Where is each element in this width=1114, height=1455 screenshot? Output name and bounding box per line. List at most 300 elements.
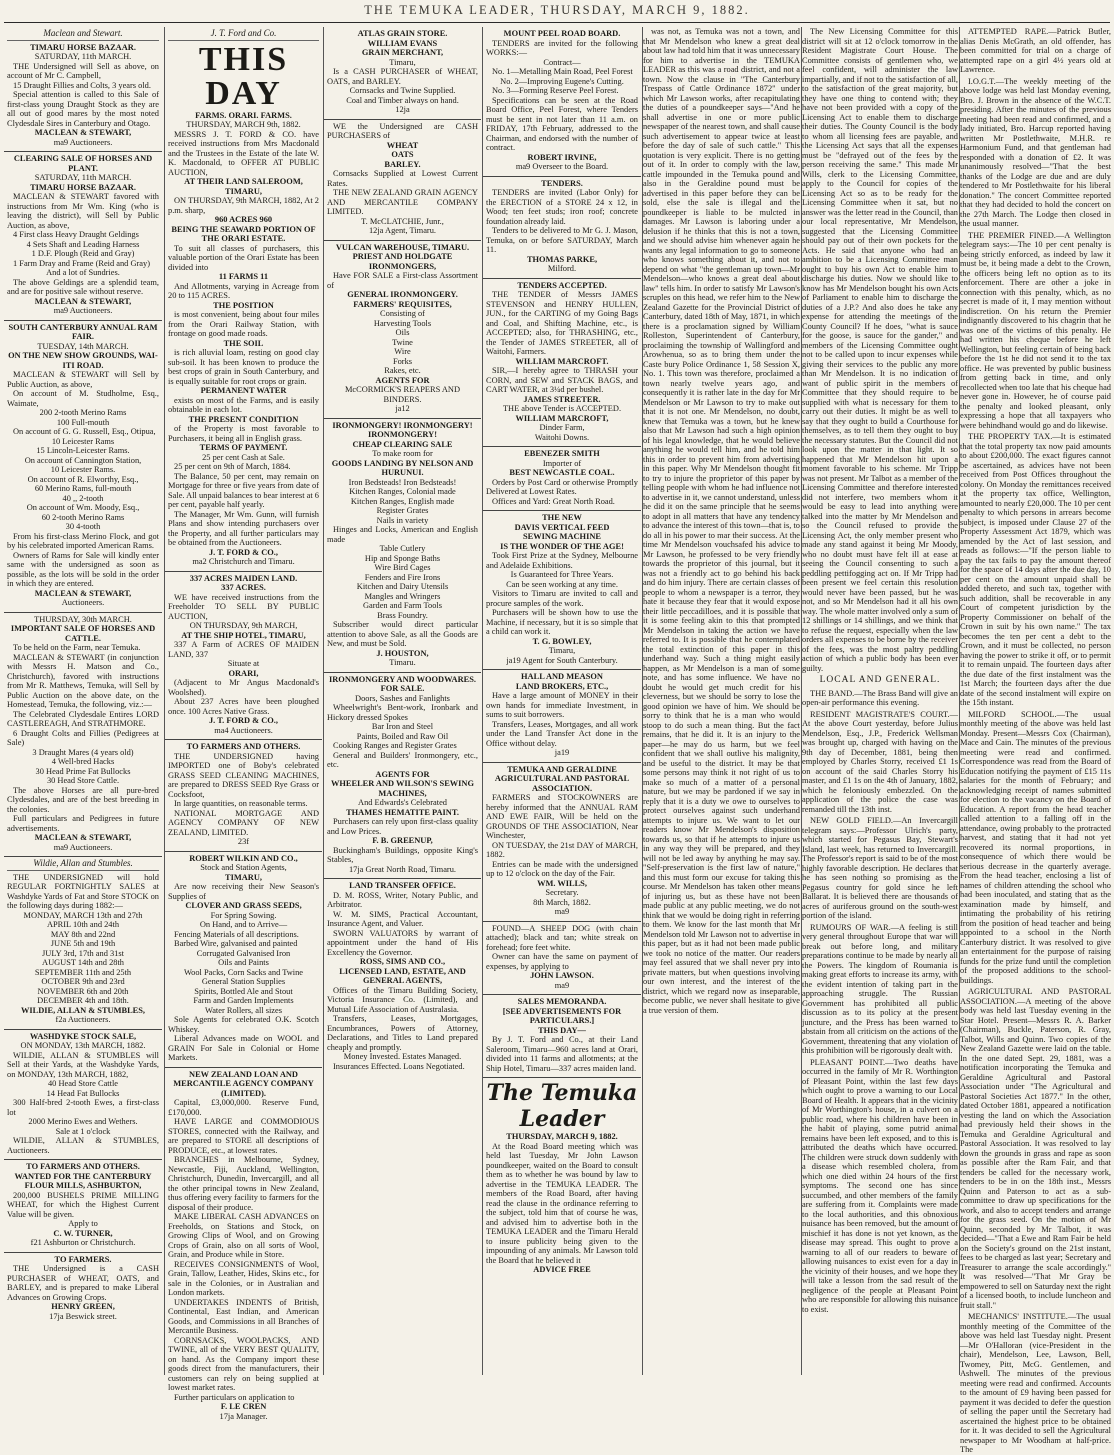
ad-line: Insurances Effected. Loans Negotiated. [333, 1061, 465, 1071]
ad-line: THAMES HEMATITE PAINT. [346, 807, 459, 817]
ad-line: Specifications can be seen at the Road Board Office, Peel Forest, where Tenders must be sent in not later than 11 a.m. on FRIDAY, 17th February, addressed to the Chairman, and endorsed with the number of contract. [486, 95, 638, 152]
ad-line: By J. T. Ford and Co., at their Land Saleroom, Timaru—960 acres land at Orari, divided into 11 farms and allotments; at the Ship Hotel, Timaru—337 acres maiden land. [486, 1035, 638, 1073]
ad-line: IRONMONGERY AND WOODWARES. [329, 674, 476, 684]
ad-line: SEWING MACHINE [523, 532, 601, 541]
ad-line: TENDERS. [541, 178, 583, 188]
advertisement [4, 613, 162, 858]
ad-line: TENDERS are invited (Labor Only) for the ERECTION of a STORE 24 x 12, in Wood; ten feet studs; iron roof; concrete foundation already laid. [486, 188, 638, 226]
ad-line: 17ja Great North Road, Timaru. [348, 864, 456, 874]
ad-line: THE TENDER of Messrs JAMES STEVENSON and HENRY HULLEN, JUN., for the CARTING of my Going Bags and Coal, and Shifting Machine, etc., is ACCEPTED; also, for THRASHING, etc., the Tender of JAMES STREETER, all of Waitohi, Farmers. [486, 290, 638, 356]
advertisement [483, 177, 641, 279]
ad-line: MACLEAN & STEWART (in conjunction with Messrs H. Matson and Co., Christchurch), favored with instructions from Mr R. Matthews, Temuka, will Sell by Public Auction on the above date, on the Homestead, Temuka, the following, viz.:— [7, 652, 159, 709]
ad-line: TO FARMERS AND OTHERS. [186, 742, 301, 751]
ad-line: 337 ACRES MAIDEN LAND. [189, 573, 298, 583]
ad-line: GOODS LANDING BY NELSON AND HURUNUI. [331, 458, 474, 477]
ad-line: THOMAS PARKE, [526, 254, 598, 264]
ad-line: JAMES STREETER. [523, 394, 601, 404]
ad-line: THURSDAY, MARCH 9th, 1882. [186, 120, 301, 129]
ad-line: RECEIVES CONSIGNMENTS of Wool, Grain, Tallow, Leather, Hides, Skins etc., for sale in the Colonies, or in Australian and London markets. [168, 1259, 319, 1297]
ad-line: BARLEY. [384, 159, 421, 169]
advertisement [483, 1078, 641, 1279]
ad-line: TIMARU HORSE BAZAAR. [30, 42, 136, 52]
ad-line: ja19 [554, 748, 570, 757]
ad-line: ROBERT WILKIN AND CO., [189, 853, 298, 863]
ad-line: No. 2—Improving Eugene's Cutting. [500, 76, 624, 86]
ad-line: IMPORTANT SALE OF HORSES AND CATTLE. [10, 624, 156, 643]
ad-line: WE the Undersigned are CASH PURCHASERS of [327, 121, 478, 140]
ad-line: ma9 [554, 907, 570, 916]
ad-line: 11 FARMS 11 [218, 272, 269, 281]
ad-line: 8th March, 1882. [533, 897, 591, 907]
ad-line: FOR SALE. [380, 684, 425, 693]
ad-line: BEST NEWCASTLE COAL. [509, 468, 615, 477]
ad-line: 200 2-tooth Merino Rams [39, 408, 127, 417]
ad-line: 100 Full-mouth [56, 417, 110, 427]
ad-line: Garden and Farm Tools [362, 601, 443, 610]
ad-line: McCORMICK'S REAPERS AND BINDERS. [344, 385, 461, 404]
ad-line: SEPTEMBER 11th and 25th [34, 967, 132, 977]
advertisement [483, 763, 641, 922]
ad-line: On account of Wm. Moody, Esq., [26, 503, 140, 512]
ad-line: Full particulars and Pedigrees in future advertisements. [7, 814, 159, 833]
ad-line: T. G. BOWLEY, [532, 636, 592, 646]
ad-line: THE PRESENT CONDITION [188, 414, 299, 424]
news-item: AGRICULTURAL AND PASTORAL ASSOCIATION.—A meeting of the above body was held last Tuesday evening in the Star Hotel. Present—Messrs R. A. Barker (Chairman), Buckle, Paterson, R. Gray, Talbot, Wills and Quinn. Two copies of the New Zealand Gazette were laid on the table. In the one dated Sept. 29, 1881, was a notification incorporating the Temuka and Geraldine Agricultural and Pastoral Association under "The Agricultural and Pastoral Societies Act 1877." In the other, dated October 1881, appeared a notification vesting the land on which the Association had previously held their shows in the Temuka and Geraldine Agricultural and Pastoral Association. It was resolved to lay down the grounds in grass and rape as soon as possible after the Ram Fair, and that tenders be called for the necessary work, tenders to be in on the 18th inst., Messrs Quinn and Paterson to act as a sub-committee to draw up specifications for the work, and also to accept tenders and arrange for the grass seed. On the motion of Mr Quinn, seconded by Mr Talbot, it was decided—"That a Ewe and Ram Fair be held on the Society's ground on the 21st instant, fees to be charged as last year; Secretary and Treasurer to arrange the scale accordingly." It was resolved—"That Mr Gray be empowered to sell on Saturday next the right of a licensed booth, to include luncheon and fruit stall." [960, 987, 1111, 1310]
ad-line: Orders by Post Card or otherwise Promptly Delivered at Lowest Rates. [486, 477, 638, 496]
ad-line: Wire Bird Cages [374, 563, 431, 572]
advertisement [4, 857, 162, 1030]
ad-line: The Celebrated Clydesdale Entires LORD CASTLEREAGH, And STRATHMORE. [7, 709, 159, 728]
news-item: MILFORD SCHOOL.—The usual monthly meeting of the above was held last Monday. Present—Messrs Cox (Chairman), Mace and Cain. The minutes of the previous meeting were read and confirmed. Correspondence was read from the Board of Education notifying the payment of £15 11s salaries for the month of February; and acknowledging receipt of names submitted for election to the vacancy on the Board of Education. A report from the head teacher called attention to a falling off in the attendance, owing probably to the protracted harvest, and stating that it had not yet recovered its normal proportions, in consequence of which there would be serious decrease in the quarterly average. From the head teacher, enclosing a list of names of children attending the school who had been inoculated, and stating that as the examination made by himself, and intimating the probability of his retiring from the position of head teacher and being appointed to a school in the North Canterbury district. It was resolved to give an entertainment for the purpose of raising funds for the prize fund until the completion of the proposed additions to the school-buildings. [960, 709, 1111, 985]
ad-line: 12ja [395, 105, 410, 114]
ad-line: Visitors to Timaru are invited to call and procure samples of the work. [486, 589, 638, 608]
advertisement [483, 447, 641, 511]
advertisement [324, 879, 481, 1075]
news-item: RESIDENT MAGISTRATE'S COURT.—At the above Court yesterday, before Julius Mendelson, Esq., J.P., Frederick Wellsman was brought up, charged with having on the 9th day of December, 1881, being then employed by Charles Storry, received £1 1s on account of the said Charles Storry his master, and £1 1s on the 4th of January, 1882, which he feloniously embezzled. On the application of the police the case was remanded till the 13th inst. [802, 709, 958, 814]
ad-line: Cooking Ranges and Register Grates [333, 741, 457, 750]
ad-line: To be held on the Farm, near Temuka. [13, 643, 141, 652]
ad-line: ORARI, [228, 668, 259, 678]
ad-line: SOUTH CANTERBURY ANNUAL RAM FAIR. [8, 322, 158, 341]
ad-line: Situate at [227, 659, 260, 668]
ad-line: WHEAT [386, 140, 419, 150]
ad-line: 25 per cent Cash at Sale. [202, 452, 285, 462]
ad-line: NEW ZEALAND LOAN AND MERCANTILE AGENCY COMPANY (LIMITED). [173, 1069, 314, 1098]
ad-line: Coal and Timber always on hand. [346, 95, 459, 105]
ad-line: WILDIE, ALLAN & STUMBLES, Auctioneers. [7, 1136, 159, 1155]
ad-line: Special attention is called to this Sale of first-class young Draught Stock as they are all out of good mares by the most noted Clydesdale Sires in Canterbury and Otago. [7, 90, 159, 128]
ad-line: And Edwards's Celebrated [358, 798, 447, 807]
ad-line: Stock and Station Agents, [200, 863, 287, 872]
ad-line: Took First Prize at the Sydney, Melbourne and Adelaide Exhibitions. [486, 551, 638, 570]
ad-line: ja19 Agent for South Canterbury. [506, 655, 618, 665]
ad-line: JUNE 5th and 19th [50, 939, 116, 948]
ad-line: PERMANENT WATER [200, 386, 287, 395]
advertisement [324, 27, 481, 120]
ad-line: ON THURSDAY, 9th MARCH, [189, 621, 298, 630]
ad-line: IRONMONGERS, [368, 261, 437, 271]
ad-line: ma9 Auctioneers. [53, 842, 113, 852]
ad-line: BEING THE SEAWARD PORTION OF THE ORARI ESTATE. [171, 224, 316, 243]
ad-line: MESSRS J. T. FORD & CO. have received instructions from Mrs Macdonald and the Trustees in the Estate of the late W. K. Macdonald, to OFFER AT PUBLIC AUCTION, [168, 129, 319, 177]
ad-line: MACLEAN & STEWART, [34, 588, 132, 598]
ad-line: DECEMBER 4th and 18th. [37, 996, 129, 1005]
ad-line: ma9 [554, 980, 570, 990]
ad-line: Hip and Sponge Baths [364, 553, 441, 563]
ad-line: APRIL 10th and 24th [46, 920, 120, 929]
ad-line: THE UNDERSIGNED will hold REGULAR FORTNIGHTLY SALES at Washdyke Yards of Fat and Store STOCK on the following days during 1882:— [7, 872, 159, 910]
ad-line: Farm and Garden Implements [193, 996, 294, 1005]
ad-line: THURSDAY, MARCH 9, 1882. [506, 1132, 618, 1141]
advertisement [324, 241, 481, 419]
ad-line: Harvesting Tools [373, 318, 432, 328]
ad-line: No. 1—Metalling Main Road, Peel Forest [492, 67, 633, 76]
advertisement [483, 511, 641, 670]
ad-line: Mangles and Wringers [364, 591, 441, 601]
ad-line: Oils and Paints [218, 958, 269, 967]
ad-line: WILLIAM MARCROFT. [515, 356, 609, 366]
ad-line: SATURDAY, 11th MARCH. [34, 173, 132, 182]
ad-line: Transfers, Leases, Mortgages, Encumbrances, Powers of Attorney, Declarations, and Titles to Land prepared cheaply and promptly. [327, 1014, 478, 1052]
ad-line: 14 Head Fat Bullocks [46, 1088, 120, 1098]
ad-line: WANTED FOR THE CANTERBURY FLOUR MILLS, ASHBURTON, [14, 1171, 152, 1190]
advertisement [483, 995, 641, 1078]
advertisement [4, 1030, 162, 1161]
ad-line: Apply to [68, 1219, 98, 1228]
ad-line: 3 Draught Mares (4 years old) [32, 747, 134, 757]
news-item: NEW GOLD FIELD.—An Invercargill telegram says:—Professor Ulrich's party, which started for Pegasus Bay, Stewart's Island, last week, has returned to Invercargill. The Professor's report is said to be of the most highly favorable description. He declares that he has seen nothing so promising as the Pegasus country for gold since he left Ballarat. It is believed there are thousands of acres of auriferous ground on the south-west portion of the island. [802, 816, 958, 920]
ad-line: FARMERS and STOCKOWNERS are hereby informed that the ANNUAL RAM AND EWE FAIR, Will be held on the GROUNDS OF THE ASSOCIATION, Near Winchester, [486, 793, 638, 840]
ad-line: THE UNDERSIGNED having IMPORTED one of Boby's celebrated GRASS SEED CLEANING MACHINES, are prepared to DRESS SEED Rye Grass or Cocksfoot, [168, 751, 319, 799]
ad-line: The above Geldings are a splendid team, and are for positive sale without reserve. [7, 277, 159, 296]
ad-line: MAY 8th and 22nd [50, 929, 116, 939]
ad-line: 4 Sets Shaft and Leading Harness [26, 239, 140, 249]
ad-line: BRANCHES in Melbourne, Sydney, Newcastle, Fiji, Auckland, Wellington, Christchurch, Dunedin, Invercargill, and all the other principal towns in New Zealand, thus offering every facility to farmers for the disposal of their produce. [168, 1155, 319, 1212]
ad-line: THURSDAY, 30th MARCH. [34, 614, 132, 624]
ad-line: Iron Bedsteads! Iron Bedsteads! [348, 477, 457, 487]
ad-line: Water Rollers, all sizes [204, 1005, 282, 1015]
ad-line: ON THURSDAY, 9th MARCH, 1882, At 2 p.m. sharp, [168, 196, 319, 215]
ad-line: Importer of [542, 458, 582, 468]
ad-line: ROSS, SIMS AND CO., [359, 957, 446, 966]
advertisement [4, 152, 162, 321]
news-item: THE PREMIER FINED.—A Wellington telegram says:—The 10 per cent penalty is being strictly enforced, as indeed by law it must be, it being made a debt to the Crown, the officers being left no option as to its enforcement. There are other a joke in connection with this penalty, which, as no secret is made of it, I may mention without indiscretion. On his return the Premier indignantly discovered to his chagrin that he was one of the victims of this penalty. He had written his cheque before he left Wellington, but feeling certain of being back before the 1st he did not send it to the tax office. He was prevented by public business from getting back in time, and only recollected when too late that his cheque had never gone in. However, he of course paid the penalty and looked pleasant, only expressing a hope that all taxpayers who were behindhand would go and do likewise. [960, 230, 1111, 430]
advertisement [165, 572, 322, 741]
ad-line: Is Guaranteed for Three Years. [510, 570, 614, 579]
ad-line: ON MONDAY, 13th MARCH, 1882. [20, 1041, 146, 1050]
ad-line: 60 Merino Rams, full-mouth [34, 484, 132, 493]
column-3 [323, 27, 481, 1375]
ad-line: Paints, Boiled and Raw Oil [356, 731, 449, 741]
ad-line: On account of R. Elworthy, Esq., [27, 474, 139, 484]
ad-line: Rakes, etc. [384, 366, 421, 375]
ad-line: ma9 Auctioneers. [53, 137, 113, 147]
news-item: RUMOURS OF WAR.—A feeling is still very general throughout Europe that war will break out before long, and military preparations continue to be made by nearly all the Powers. The kingdom of Roumania is making great efforts to increase its army, with the evident intention of taking part in the approaching struggle. The Russian Government has prohibited all public discussion as to its policy at the present juncture, and the Press has been warned to abstain from all criticism on the actions of the Government, threatening that any violation of this prohibition will be rigorously dealt with. [802, 922, 958, 1055]
advertisement [483, 279, 641, 448]
ad-line: On Hand, and to Arrive— [199, 920, 288, 929]
ad-line: TUESDAY, 14th MARCH. [37, 341, 129, 351]
ad-line: And a lot of Sundries. [46, 268, 120, 277]
ad-line: Buckingham's Buildings, opposite King's Stables, [327, 845, 478, 864]
ad-line: SALES MEMORANDA. [517, 997, 607, 1006]
ad-line: 6 Draught Colts and Fillies (Pedigrees at Sale) [7, 728, 159, 747]
ad-line: Wool Packs, Corn Sacks and Twine [183, 967, 304, 977]
ad-line: Table Cutlery [379, 544, 426, 553]
ad-line: WHEELER AND WILSON'S SEWING MACHINES, [331, 779, 474, 798]
ad-line: 60 2-tooth Merino Rams [41, 512, 125, 522]
ad-line: J. T. FORD & CO., [208, 716, 278, 725]
ad-line: 30 Head Store Cattle. [46, 776, 120, 785]
ad-line: ATLAS GRAIN STORE. [357, 29, 448, 38]
column-1 [4, 27, 162, 1375]
ad-line: THIS DAY [198, 40, 289, 112]
ad-line: SATURDAY, 11th MARCH. [34, 52, 132, 61]
ad-line: Have FOR SALE a First-class Assortment of [327, 271, 478, 290]
section-heading: LOCAL AND GENERAL. [819, 675, 941, 685]
ad-line: 337 ACRES. [221, 583, 266, 592]
ad-line: CLEARING SALE OF HORSES AND PLANT. [13, 154, 153, 173]
ad-line: 17ja Beswick street. [49, 1311, 117, 1321]
ad-line: HALL AND MEASON [521, 672, 603, 681]
ad-line: Offices of the Timaru Building Society, Victoria Insurance Co. (Limited), and Mutual Life Association of Australasia. [327, 985, 478, 1014]
ad-line: ma4 Auctioneers. [214, 725, 273, 735]
ad-line: TIMARU, [225, 872, 262, 882]
ad-line: MAKE LIBERAL CASH ADVANCES on Freeholds, on Stations and Stock, on Growing Clips of Wool, and on Growing Crops of Grain, also on all sorts of Wool, Grain, and Produce while in Store. [168, 1212, 319, 1259]
ad-line: TO FARMERS AND OTHERS. [26, 1162, 140, 1171]
ad-line: THE above Tender is ACCEPTED. [502, 404, 622, 413]
ad-line: 40 Head Store Cattle [47, 1079, 118, 1088]
ad-line: 40 ,, 2-tooth [62, 493, 104, 503]
ad-line: In large quantities, on reasonable terms. [174, 799, 308, 808]
ad-line: 1 D.F. Plough (Reid and Gray) [31, 249, 135, 258]
ad-line: 15 Lincoln-Leicester Rams. [36, 446, 130, 455]
column-5 [642, 27, 800, 1375]
ad-line: 10 Leicester Rams. [50, 465, 116, 474]
ad-line: TO FARMERS. [54, 1254, 112, 1264]
news-item: THE BAND.—The Brass Band will give an open-air performance this evening. [802, 688, 958, 707]
ad-line: DAVIS VERTICAL FEED [514, 522, 610, 532]
ad-line: 300 Half-bred 2-tooth Ewes, a first-class lot [7, 1098, 159, 1117]
ad-line: Purchasers will be shown how to use the Machine, if necessary, but it is so simple that a child can work it. [486, 608, 638, 636]
advertisement [4, 321, 162, 613]
ad-line: WASHDYKE STOCK SALE, [29, 1031, 137, 1041]
ad-line: PRIEST AND HOLDGATE [352, 252, 453, 261]
ad-line: THE SOIL [223, 338, 264, 348]
ad-line: SWORN VALUATORS by warrant of appointment under the hand of His Excellency the Governor. [327, 928, 478, 957]
ad-line: Is a CASH PURCHASER of WHEAT, OATS, and BARLEY. [327, 67, 478, 86]
ad-line: IRONMONGERY! IRONMONGERY! IRONMONGERY! [332, 420, 473, 439]
ad-line: VULCAN WAREHOUSE, TIMARU. [335, 242, 470, 252]
ad-line: TERMS OF PAYMENT. [199, 443, 288, 452]
ad-line: No. 3—Forming Reserve Peel Forest. [492, 86, 619, 95]
advertisement [324, 673, 481, 880]
news-item: ATTEMPTED RAPE.—Patrick Butler, alias Denis McGrath, an old offender, has been committed for trial on a charge of attempted rape on a girl 4½ years old at Lawrence. [960, 27, 1111, 74]
ad-line: F. LE CREN [220, 1402, 267, 1411]
ad-line: 23f [237, 837, 250, 846]
ad-line: Tenders to be delivered to Mr G. J. Mason, Temuka, on or before SATURDAY, March 11. [486, 226, 638, 254]
ad-line: From his first-class Merino Flock, and got by his celebrated imported American Rams. [7, 531, 159, 550]
ad-line: CLOVER AND GRASS SEEDS, [185, 901, 302, 910]
ad-line: 15 Draught Fillies and Colts, 3 years old. [13, 80, 151, 90]
ad-line: Kitchen Ranges, English made [350, 496, 455, 506]
ad-line: Purchasers can rely upon first-class quality and Low Prices. [327, 817, 478, 836]
ad-line: Auctioneers. [61, 598, 105, 607]
ad-line: Doors, Sashes and Fanlights [355, 693, 450, 703]
advertiser-header: J. T. Ford and Co. [168, 29, 319, 41]
ad-line: Barbed Wire, galvanised and painted [174, 939, 298, 948]
ad-line: ADVICE FREE [533, 1265, 591, 1274]
ad-line: J. HOUSTON, [376, 648, 429, 658]
column-6 [801, 27, 958, 1375]
ad-line: MOUNT PEEL ROAD BOARD. [503, 29, 621, 38]
ad-line: 4 Well-bred Hacks [51, 757, 115, 766]
ad-line: exists on most of the Farms, and is easily obtainable in each lot. [168, 395, 319, 414]
ad-line: NATIONAL MORTGAGE AND AGENCY COMPANY OF NEW ZEALAND, LIMITED. [168, 808, 319, 837]
ad-line: Fenders and Fire Irons [364, 572, 441, 582]
ad-line: UNDERTAKES INDENTS of British, Continental, East Indian, and American Goods, and Commissions in all Branches of Mercantile Business. [168, 1297, 319, 1335]
ad-line: THE Undersigned is a CASH PURCHASER of WHEAT, OATS, and BARLEY, and is prepared to make Liberal Advances on Growing Crops. [7, 1264, 159, 1302]
ad-line: W. M. SIMS, Practical Accountant, Insurance Agent, and Valuer. [327, 909, 478, 928]
ad-line: ROBERT IRVINE, [527, 152, 597, 162]
ad-line: THE Undersigned will Sell as above, on account of Mr C. Campbell, [7, 61, 159, 80]
ad-line: Consisting of [380, 309, 425, 318]
ad-line: MONDAY, MARCH 13th and 27th [23, 910, 143, 920]
ad-line: To suit all classes of purchasers, this valuable portion of the Orari Estate has been divided into [168, 243, 319, 272]
news-item: I.O.G.T.—The weekly meeting of the above lodge was held last Monday evening, Bro. J. Brown in the absence of the W.C.T. presiding. After the minutes of the previous meeting had been read and confirmed, and a lady initiated, Bro. Harcup reported having written Mr Postlethwaite, M.H.R. re Harmonium Fund, and that gentleman had responded with a donation of £2. It was unanimously resolved—"That the best thanks of the Lodge are due and are duly tendered to Mr Postlethwaite for his liberal donation." The concert Committee reported that they had decided to hold the concert on the 27th March. The Lodge then closed in the usual manner. [960, 76, 1111, 228]
ad-line: [SEE ADVERTISEMENTS FOR PARTICULARS.] [502, 1006, 622, 1025]
ad-line: Forks [392, 356, 413, 366]
ad-line: About 237 Acres have been ploughed once. 100 Acres Native Grass. [168, 697, 319, 716]
ad-line: Waitohi Downs. [534, 432, 590, 442]
ad-line: The Balance, 50 per cent, may remain on Mortgage for three or five years from date of Sale. All unpaid balances to bear interest at 6 per cent, payable half yearly. [168, 471, 319, 509]
ad-line: On account of Cannington Station, [24, 455, 142, 465]
ad-line: of the Property is most favorable to Purchasers, it being all in English grass. [168, 424, 319, 443]
news-item: MECHANICS' INSTITUTE.—The usual monthly meeting of the Committee of the above was held last Tuesday night. Present—Mr O'Halloran (vice-President in the chair), Mendelson, Lee, Lawson, Bell, Twomey, Pitt, McG. Gentlemen, and Ashwell. The minutes of the previous meeting were read and confirmed. Accounts to the amount of £9 having been passed for payment it was decided to defer the question of selling the paper until the Secretary had ascertained the highest price to be obtained for it. It was decided to sell the Agricultural newspaper to Mr Woodham at half-price. The [960, 1312, 1111, 1454]
ad-line: WM. WILLS, [537, 878, 587, 888]
ad-line: J. T. FORD & CO., [208, 547, 278, 557]
ad-line: f21 Ashburton or Christchurch. [30, 1238, 136, 1247]
ad-line: 17ja Manager. [219, 1411, 268, 1421]
ad-line: AUGUST 14th and 28th [42, 958, 124, 967]
column-4 [482, 27, 641, 1375]
ad-line: Timaru, [548, 646, 576, 655]
ad-line: AT THE SHIP HOTEL, TIMARU, [181, 630, 306, 640]
ad-line: TENDERS ACCEPTED. [517, 280, 607, 290]
ad-line: FARMERS' REQUISITES, [353, 299, 452, 309]
news-item: PLEASANT POINT.—Two deaths have occurred in the family of Mr R. Worthington of Pleasant Point, within the last few days which ought to prove a warning to our Local Board of Health. It appears that in the vicinity of Mr Worthington's house, in a culvert on a public road, where his children have been in the habit of playing, some putrid animal remains have been left exposed, and to this is attributed the deaths which have occurred. The children were struck down suddenly with a disease which resembled cholera, from which one died within 24 hours of the first symptoms. The second one has since succumbed, and other members of the family are suffering from it. Complaints were made to the local authorities, and this obnoxious nuisance has been removed, but the amount of mischief it has done is not yet known, as the disease may spread. This ought to prove a warning to all of our readers to beware of allowing nuisances to exist even for a day in the vicinity of their houses, and we hope they will take a lesson from the sad result of the negligence of the people at Pleasant Point who are responsible for allowing this nuisance to exist. [802, 1057, 958, 1314]
ad-line: Entries can be made with the undersigned up to 12 o'clock on the day of the Fair. [486, 859, 638, 878]
ad-line: Money Invested. Estates Managed. [343, 1052, 462, 1061]
ad-line: Hinges and Locks, American and English made [327, 525, 478, 544]
ad-line: ma9 Auctioneers. [53, 306, 113, 315]
advertisement [4, 27, 162, 152]
ad-line: Contract— [543, 57, 581, 67]
advertisement [483, 27, 641, 177]
advertiser-header: Wildie, Allan and Stumbles. [7, 859, 159, 871]
ad-line: FARMS. ORARI. FARMS. [195, 110, 292, 120]
ad-line: Transfers, Leases, Mortgages, and all work under the Land Transfer Act done in the Office without delay. [486, 719, 638, 748]
ad-line: AGENTS FOR [375, 375, 430, 385]
ad-line: D. M. ROSS, Writer, Notary Public, and Arbitrator. [327, 890, 478, 909]
ad-line: Wheelwright's Bent-work, Ironbark and Hickory dressed Spokes [327, 703, 478, 722]
ad-line: IS THE WONDER OF THE AGE! [500, 541, 624, 551]
advertisement [165, 852, 322, 1068]
ad-line: Liberal Advances made on WOOL and GRAIN For Sale in Colonial or Home Markets. [168, 1034, 319, 1062]
ad-line: TEMUKA AND GERALDINE AGRICULTURAL AND PASTORAL ASSOCIATION. [494, 764, 630, 793]
ad-line: At the Road Board meeting which was held last Tuesday, Mr John Lawson poundkeeper, waited on the Board to consult them as to whether he was bound by law to advertise in the TEMUKA LEADER. The members of the Road Board, after having read the clause in the ordinance referring to the subject, told him that of course he was, and advised him to advertise both in the TEMUKA LEADER and the Timaru Herald to insure publicity being given to the impounding of any animals. Mr Lawson told the Board that he believed it [486, 1141, 638, 1265]
ad-line: Nails in variety [376, 515, 429, 525]
ad-line: On account of G. G. Russell, Esq., Otipua, [13, 427, 156, 436]
ad-line: Corrugated Galvanised Iron [196, 948, 291, 958]
ad-line: The Temuka Leader [486, 1080, 638, 1132]
ad-line: Sole Agents for celebrated O.K. Scotch Whiskey. [168, 1015, 319, 1034]
ad-line: THE POSITION [213, 300, 274, 310]
ad-line: GENERAL IRONMONGERY. [347, 290, 458, 299]
ad-line: f2a Auctioneers. [55, 1015, 111, 1024]
ad-line: 2000 Merino Ewes and Wethers. [28, 1117, 138, 1126]
ad-line: On account of M. Studholme, Esq., Waimate, [7, 389, 159, 408]
ad-line: LAND TRANSFER OFFICE. [349, 881, 456, 890]
ad-line: 30 4-tooth [65, 522, 101, 531]
ad-line: Oils [395, 328, 410, 337]
ad-line: ON THE NEW SHOW GROUNDS, WAI-ITI ROAD. [8, 351, 158, 370]
ad-line: Can be seen working at any time. [506, 579, 618, 589]
ad-line: THIS DAY— [538, 1025, 586, 1035]
ad-line: 30 Head Prime Fat Bullocks [35, 766, 131, 776]
ad-line: Subscriber would direct particular attention to above Sale, as all the Goods are New, and must be Sold. [327, 620, 478, 648]
ad-line: Brass Foundry. [377, 610, 428, 620]
ad-line: Sale at 1 o'clock [55, 1126, 111, 1136]
ad-line: OATS [391, 150, 414, 159]
ad-line: Fencing Materials of all descriptions. [174, 929, 299, 939]
ad-line: MACLEAN & STEWART, [34, 833, 132, 842]
ad-line: LAND BROKERS, ETC., [515, 681, 609, 691]
ad-line: 1 Farm Dray and Frame (Reid and Gray) [13, 258, 150, 268]
advertisement [324, 120, 481, 241]
ad-line: WILLIAM MARCROFT, [515, 413, 609, 423]
ad-line: MACLEAN & STEWART, [34, 296, 132, 306]
ad-line: Bar Iron and Steel [371, 722, 434, 731]
editorial-paragraph: was not, as Temuka was not a town, and that Mr Mendelson who knew a great deal about law had told him that it was unnecessary for him to advertise in the TEMUKA LEADER as this was a road district, and not a town. Now the clause in "The Canterbury Trespass of Cattle Ordinance 1872" under which Mr Lawson works, after recapitulating the duties of a poundkeeper says—"And he shall advertise in one or more public newspaper of the nearest town, and shall cause such advertisement to appear twice at least before the day of sale of such cattle." This quotation is very explicit. There is no getting out of it. In order to comply with the law, cattle impounded in the Temuka pound and also in the Geraldine pound must be advertised in this paper before they can be sold, else the sale is illegal and the poundkeeper is liable to be mulcted in damages. Mr Lawson is laboring under a delusion if he thinks that this is not a town, and we should advise him whenever again he wants any legal information to go to someone who knows something about it, and not to depend on what "the gentleman up town—Mr Mendelson—who knows a great deal about law" tells him. In order to satisfy Mr Lawson's scruples on this head, we refer him to the New Zealand Gazette for the Provincial District of Canterbury, dated 18th of May, 1871, in which there is a proclamation signed by William Rolleston, Superintendent of Canterbury, proclaiming the township of Wallingford and Arowhenua, so as to bring them under the Caste bury Police Ordinance 1, 58 Session X, No. 1. This town was therefore, proclaimed a town nearly twelve years ago, and consequently it is rather late in the day for Mr Mendelson or Mr Lawson to try to make out that it is not one. Mr Mendelson, no doubt, knew that Temuka was a town, but he knew also that Mr Lawson had such a high opinion of his legal knowledge, that he would believe anything he would tell him, and he told him this in order to prevent him from advertising in this paper. Why Mr Mendelson thought fit to try to injure the proprietor of this paper by telling people with whom he had influence not to advertise in it, we cannot understand, unless he did it on the same principle that he seems to adopt in all matters that have any tendency to advance the interest of this town—that is, to do all in his power to mar their success. At the time Mr Mendelson vouchsafed his advice to Mr Lawson, he professed to be very friendly towards the proprietor of this journal, but it was not a friendly act to go behind his back and do him injury. There are certain classes of people to whom a newspaper is a terror, they hate it because they fear that it would expose their little peccadilloes, and it is possible that it is some feeling akin to this that prompted Mr Mendelson in taking the action we have referred to. It is possible that he contemplated the total extinction of this paper in this underhand way. Such a thing might easily happen, as Mr Mendelson is a man of some note, and has some influence. We have no doubt he would get much credit for his cleverness, but we should be sorry to lose the good opinion we have of him. We should be sorry to think that he is a man who would stoop to do such a mean thing. But the fact remains, that he did it. It is an injury to the paper—he may do us harm, but we feel confident that we shall outlive his malignity, and be useful to the district. It may be that some persons may think it not right of us to make so much of a matter of a personal nature, but we may be pardoned if we say in reply that it is a duty we owe to ourselves to protect ourselves against such underhand attempts to injure us. We want to let our readers know Mr Mendelson's disposition towards us, so that if he attempts to injure us in any way they will be prepared, and they will not be led away by anything he may say. "Self-preservation is the first law of nature," and this must form our excuse for taking this course. Mr Mendelson has taken other means of injuring us, but as these have not been made public at any public meeting, we do not think that we would be doing right in referring to them. We know for the last month that Mr Mendelson told Mr Lawson not to advertise in this paper, but as it had not been made public we took no notice of the matter. Our readers may feel assured that we shall never pry into private matters, but when questions involving our own interest, and the interest of the district, which we regard now as inseparable, become public, we never shall hesitate to give a true version of them. [643, 27, 800, 1015]
ad-line: Timaru. [389, 658, 416, 667]
ad-line: FOUND—A SHEEP DOG (with chain attached); black and tan; white streak on forehead; fore feet white. [486, 923, 638, 952]
ad-line: Secretary. [545, 888, 579, 897]
advertisement [165, 740, 322, 852]
ad-line: Kitchen and Dairy Utensils [356, 582, 449, 591]
advertisement [324, 419, 481, 673]
advertisement [4, 1253, 162, 1326]
news-item: THE PROPERTY TAX.—It is estimated that the total property tax now paid amounts to about £200,000. The exact figures cannot be ascertained, as advices have not been received from Post Offices throughout the colony. On Monday the remittances received at the property tax office, Wellington, amounted to nearly £20,000. The 10 per cent penalty to which persons in arrears become subject, is imposed under Clause 27 of the Property Assessment Act 1879, which was amended by the Act of last session, and reads as follows:—"If the person liable to pay the tax fails to pay the amount thereof for the space of 14 days after the due day, 10 per cent on the amount unpaid shall be added thereto, and such tax, together with such addition, shall be recoverable in any Court of competent jurisdiction by the Property Commissioner on behalf of the Crown in suit by his own name." The tax becomes the ten per cent a debt to the Crown, and it must be collected, no person having the power to strike it off, or to permit it to remain unpaid. The fourteen days after the due date of the first instalment was the 1st March; the fourteen days after the due date of the second instalment will expire on the 15th instant. [960, 432, 1111, 707]
ad-line: TENDERS are invited for the following WORKS:— [486, 38, 638, 57]
ad-line: F. B. GREENUP, [372, 836, 433, 845]
ad-line: Capital, £3,000,000. Reserve Fund, £170,000. [168, 1098, 319, 1117]
ad-line: Are now receiving their New Season's Supplies of [168, 882, 319, 901]
ad-line: 25 per cent on 9th of March, 1884. [174, 462, 291, 471]
ad-line: 12ja Agent, Timaru. [368, 226, 436, 235]
ad-line: THE NEW ZEALAND GRAIN AGENCY AND MERCANTILE COMPANY LIMITED. [327, 188, 478, 216]
page-running-header: THE TEMUKA LEADER, THURSDAY, MARCH 9, 1882. [364, 3, 750, 17]
ad-line: AT THEIR LAND SALEROOM, TIMARU, [184, 177, 303, 196]
ad-line: HENRY GREEN, [51, 1302, 115, 1311]
ad-line: Twine [392, 337, 413, 347]
ad-line: ma9 Overseer to the Board. [515, 162, 609, 171]
advertisement [483, 922, 641, 996]
ad-line: WILDIE, ALLAN & STUMBLES will Sell at their Yards, at the Washdyke Yards, on MONDAY, 13th MARCH, 1882, [7, 1050, 159, 1079]
ad-line: Further particulars on application to [174, 1392, 295, 1402]
ad-line: MACLEAN & STEWART, [34, 128, 132, 137]
ad-line: 4 First class Heavy Draught Geldings [13, 230, 139, 239]
ad-line: is most convenient, being about four miles from the Orari Railway Station, with frontage on good made roads. [168, 310, 319, 338]
